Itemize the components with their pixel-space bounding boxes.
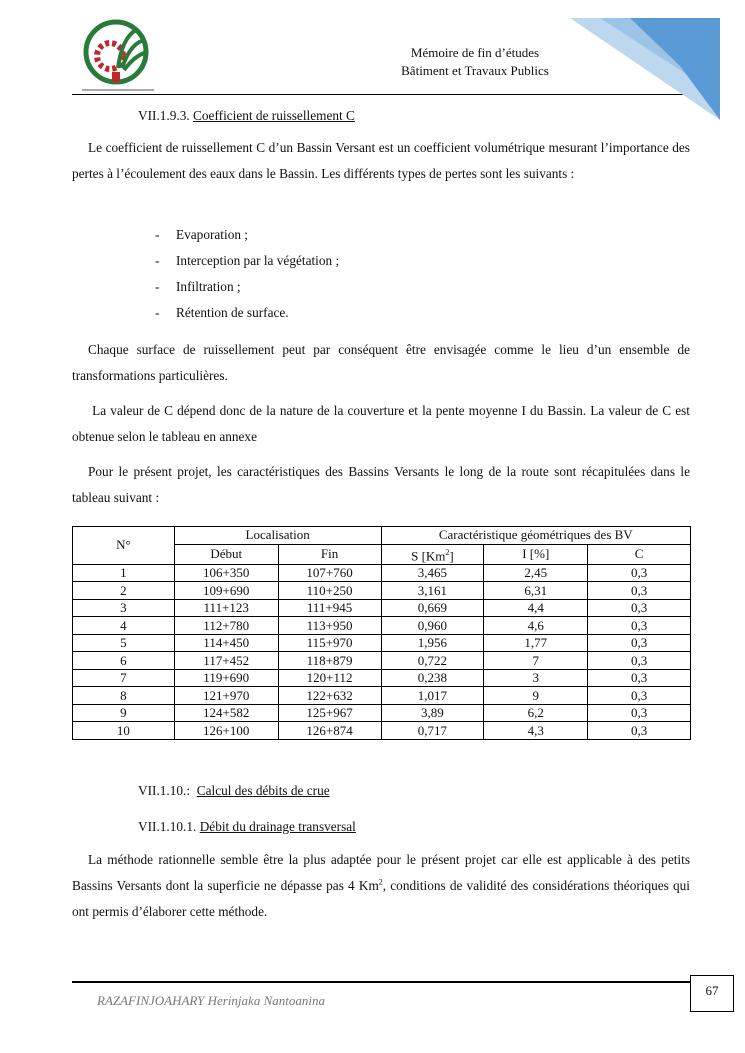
paragraph-intro (72, 135, 690, 187)
cell-surface: 0,669 (381, 599, 484, 617)
paragraph-methode (72, 847, 690, 925)
section-title: Calcul des débits de crue (196, 783, 330, 798)
cell-no: 2 (73, 582, 175, 600)
cell-fin: 126+874 (278, 722, 381, 740)
cell-fin: 115+970 (278, 634, 381, 652)
paragraph-text: La méthode rationnelle semble être la plus adaptée pour le présent projet car elle est applicable à des petits Bassins Versants dont la superficie ne dépasse pas 4 Km (72, 852, 690, 893)
cell-fin: 111+945 (278, 599, 381, 617)
cell-no: 1 (73, 564, 175, 582)
bullet-dash: - (155, 279, 160, 294)
cell-debut: 106+350 (174, 564, 278, 582)
cell-debut: 121+970 (174, 687, 278, 705)
cell-no: 5 (73, 634, 175, 652)
cell-no: 9 (73, 704, 175, 722)
list-item-text: Interception par la végétation ; (176, 253, 340, 268)
paragraph-surface (72, 337, 690, 389)
cell-no: 4 (73, 617, 175, 635)
table-row (73, 617, 691, 635)
bullet-dash: - (155, 305, 160, 320)
list-item-text: Rétention de surface. (176, 305, 289, 320)
cell-surface: 3,89 (381, 704, 484, 722)
cell-pente: 7 (484, 652, 588, 670)
cell-coefficient: 0,3 (588, 599, 691, 617)
cell-debut: 117+452 (174, 652, 278, 670)
section-number: VII.1.9.3. (138, 108, 190, 123)
cell-no: 7 (73, 669, 175, 687)
paragraph-text: Le coefficient de ruissellement C d’un Bassin Versant est un coefficient volumétrique mesurant l’importance des pertes à l’écoulement des eaux dans le Bassin. Les différents types de pertes sont les suivants : (72, 140, 690, 181)
cell-surface: 0,238 (381, 669, 484, 687)
table-row (73, 722, 691, 740)
cell-surface: 3,161 (381, 582, 484, 600)
list-item (155, 274, 339, 300)
cell-coefficient: 0,3 (588, 704, 691, 722)
cell-surface: 0,960 (381, 617, 484, 635)
cell-fin: 125+967 (278, 704, 381, 722)
cell-fin: 122+632 (278, 687, 381, 705)
cell-surface: 3,465 (381, 564, 484, 582)
list-item (155, 300, 339, 326)
header-fin: Fin (278, 544, 381, 564)
cell-pente: 1,77 (484, 634, 588, 652)
section-heading-debits (138, 783, 330, 799)
cell-pente: 4,3 (484, 722, 588, 740)
table-row (73, 652, 691, 670)
section-title: Coefficient de ruissellement C (193, 108, 355, 123)
table-row (73, 634, 691, 652)
cell-surface: 1,956 (381, 634, 484, 652)
list-item (155, 248, 339, 274)
section-number: VII.1.10.: (138, 783, 191, 798)
cell-coefficient: 0,3 (588, 652, 691, 670)
cell-no: 6 (73, 652, 175, 670)
cell-pente: 4,6 (484, 617, 588, 635)
page-number: 67 (690, 975, 734, 1012)
paragraph-text: Chaque surface de ruissellement peut par conséquent être envisagée comme le lieu d’un ensemble de transformations particulières. (72, 342, 690, 383)
header-surface (381, 544, 484, 564)
table-row (73, 582, 691, 600)
header-pente: I [%] (484, 544, 588, 564)
table-row (73, 599, 691, 617)
document-header (360, 44, 590, 80)
cell-surface: 0,717 (381, 722, 484, 740)
superscript: 2 (378, 877, 383, 887)
cell-coefficient: 0,3 (588, 564, 691, 582)
cell-no: 3 (73, 599, 175, 617)
header-no: N° (73, 527, 175, 565)
table-row (73, 704, 691, 722)
header-caracteristiques: Caractéristique géométriques des BV (381, 527, 690, 545)
cell-fin: 110+250 (278, 582, 381, 600)
section-heading-drainage (138, 819, 356, 835)
cell-debut: 114+450 (174, 634, 278, 652)
decorative-corner-shape (570, 16, 722, 120)
cell-coefficient: 0,3 (588, 722, 691, 740)
table-row (73, 669, 691, 687)
loss-types-list (155, 222, 339, 326)
cell-debut: 119+690 (174, 669, 278, 687)
cell-coefficient: 0,3 (588, 687, 691, 705)
cell-coefficient: 0,3 (588, 582, 691, 600)
cell-fin: 107+760 (278, 564, 381, 582)
header-localisation: Localisation (174, 527, 381, 545)
cell-no: 10 (73, 722, 175, 740)
header-coefficient: C (588, 544, 691, 564)
table-row (73, 564, 691, 582)
cell-pente: 6,31 (484, 582, 588, 600)
cell-pente: 9 (484, 687, 588, 705)
section-number: VII.1.10.1. (138, 819, 197, 834)
list-item-text: Infiltration ; (176, 279, 241, 294)
cell-debut: 111+123 (174, 599, 278, 617)
cell-coefficient: 0,3 (588, 669, 691, 687)
bullet-dash: - (155, 227, 160, 242)
bassins-versants-table (72, 526, 691, 740)
paragraph-text: La valeur de C dépend donc de la nature de la couverture et la pente moyenne I du Bassin. La valeur de C est obtenue selon le tableau en annexe (72, 403, 690, 444)
header-surface-bracket: ] (449, 547, 454, 563)
paragraph-valeur-c (72, 398, 690, 450)
section-title: Débit du drainage transversal (199, 819, 356, 834)
footer-author: RAZAFINJOAHARY Herinjaka Nantoanina (97, 993, 325, 1008)
cell-no: 8 (73, 687, 175, 705)
cell-coefficient: 0,3 (588, 634, 691, 652)
cell-debut: 126+100 (174, 722, 278, 740)
cell-debut: 112+780 (174, 617, 278, 635)
cell-pente: 4,4 (484, 599, 588, 617)
superscript: 2 (445, 547, 450, 557)
cell-surface: 0,722 (381, 652, 484, 670)
cell-pente: 6,2 (484, 704, 588, 722)
cell-pente: 2,45 (484, 564, 588, 582)
cell-coefficient: 0,3 (588, 617, 691, 635)
cell-fin: 118+879 (278, 652, 381, 670)
paragraph-text: Pour le présent projet, les caractéristiques des Bassins Versants le long de la route sont récapitulées dans le tableau suivant : (72, 464, 690, 505)
cell-fin: 113+950 (278, 617, 381, 635)
section-heading-coefficient (138, 108, 355, 124)
cell-debut: 109+690 (174, 582, 278, 600)
school-logo (78, 18, 160, 94)
cell-debut: 124+582 (174, 704, 278, 722)
header-surface-label: S [Km (411, 547, 446, 563)
paragraph-projet (72, 459, 690, 511)
cell-fin: 120+112 (278, 669, 381, 687)
list-item-text: Evaporation ; (176, 227, 249, 242)
bullet-dash: - (155, 253, 160, 268)
paragraph-text: , conditions de validité des considérations théoriques qui ont permis d’élaborer cette méthode. (72, 878, 690, 919)
footer-rule (72, 981, 690, 983)
cell-pente: 3 (484, 669, 588, 687)
list-item (155, 222, 339, 248)
header-debut: Début (174, 544, 278, 564)
table-header-row (73, 527, 691, 545)
cell-surface: 1,017 (381, 687, 484, 705)
table-row (73, 687, 691, 705)
header-line-1: Mémoire de fin d’études (410, 45, 540, 60)
header-line-2: Bâtiment et Travaux Publics (401, 63, 549, 78)
